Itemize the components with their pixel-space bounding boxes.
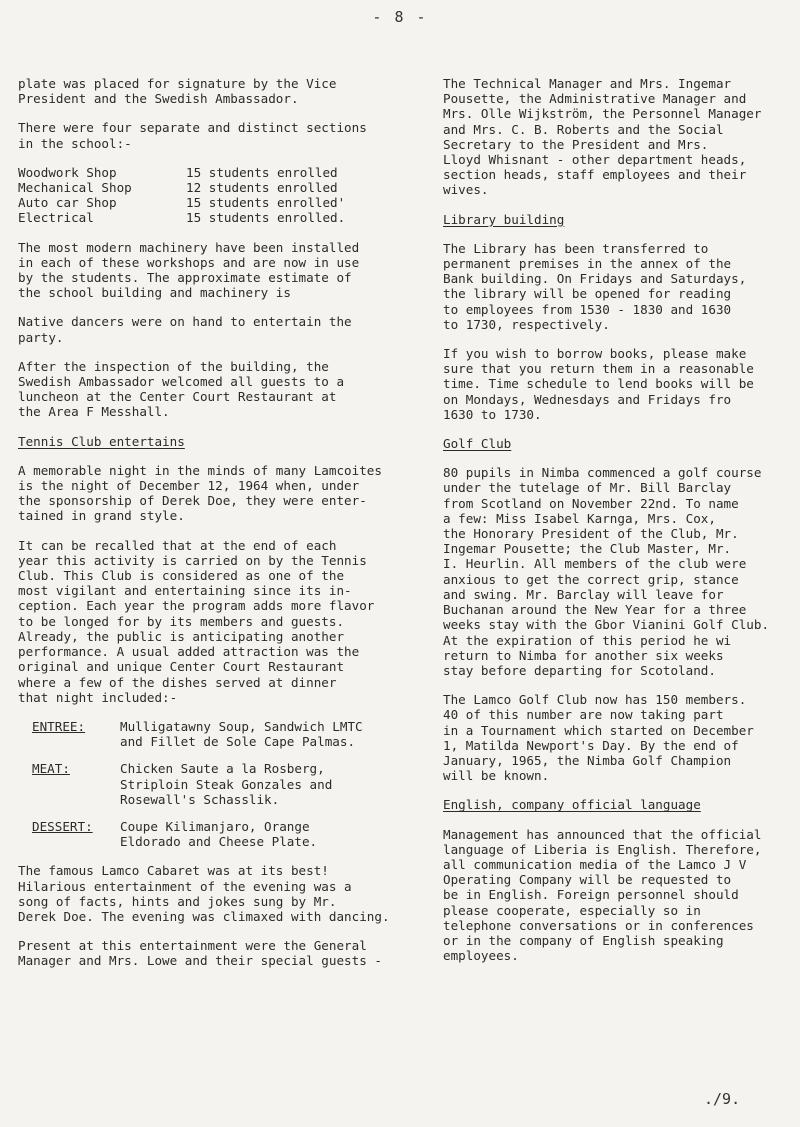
paragraph-cabaret: The famous Lamco Cabaret was at its best! Hilarious entertainment of the evening was a song of facts, hints and jokes sung by Mr. Derek Doe. The evening was climaxed with dancing. <box>18 863 390 924</box>
sections-list <box>18 165 414 226</box>
paragraph-tennis-2: It can be recalled that at the end of each year this activity is carried on by the Tennis Club. This Club is considered as one of the most vigilant and entertaining since its in- ception. Each year the program adds more flavor to be longed for by its members and guests. Already, the public is anticipating another performance. A usual added attraction was the original and unique Center Court Restaurant where a few of the dishes served at dinner that night included:- <box>18 537 375 705</box>
menu-value: Mulligatawny Soup, Sandwich LMTC and Fillet de Sole Cape Palmas. <box>120 718 363 750</box>
paragraph-english: Management has announced that the official language of Liberia is English. Therefore, all communication media of the Lamco J V Operating Company will be requested to be in English. Foreign personnel should please cooperate, especially so in telephone conversations or in conferences or in the company of English speaking employees. <box>443 826 762 964</box>
section-name: Electrical <box>18 210 94 226</box>
menu-dessert <box>32 819 414 849</box>
paragraph-tennis-1: A memorable night in the minds of many Lamcoites is the night of December 12, 1964 when, under the sponsorship of Derek Doe, they were enter- tained in grand style. <box>18 462 382 524</box>
heading-tennis-club: Tennis Club entertains <box>18 433 185 449</box>
menu-value: Chicken Saute a la Rosberg, Striploin Steak Gonzales and Rosewall's Schasslik. <box>120 761 333 807</box>
heading-golf-club: Golf Club <box>443 436 512 452</box>
section-name: Auto car Shop <box>18 195 117 211</box>
menu-label: MEAT: <box>32 761 70 777</box>
section-name: Woodwork Shop <box>18 164 117 180</box>
section-count: 12 students enrolled <box>186 180 338 196</box>
menu-value: Coupe Kilimanjaro, Orange Eldorado and Cheese Plate. <box>120 818 318 850</box>
paragraph-library-2: If you wish to borrow books, please make sure that you return them in a reasonable time. Time schedule to lend books will be on Mondays, Wednesdays and Fridays fro 1630 to 1730. <box>443 346 754 422</box>
section-name: Mechanical Shop <box>18 180 132 196</box>
paragraph-present: Present at this entertainment were the General Manager and Mrs. Lowe and their special guests - <box>18 938 382 969</box>
section-count: 15 students enrolled <box>186 164 338 180</box>
next-page-marker: ./9. <box>704 1090 741 1108</box>
paragraph-intro: plate was placed for signature by the Vice President and the Swedish Ambassador. <box>18 76 337 107</box>
section-count: 15 students enrolled. <box>186 210 346 226</box>
menu-meat <box>32 761 414 807</box>
paragraph-sections: There were four separate and distinct sections in the school:- <box>18 120 367 151</box>
paragraph-machinery: The most modern machinery have been installed in each of these workshops and are now in use by the students. The approximate estimate of the school building and machinery is <box>18 239 360 301</box>
paragraph-inspection: After the inspection of the building, the Swedish Ambassador welcomed all guests to a luncheon at the Center Court Restaurant at the Area F Messhall. <box>18 358 345 420</box>
paragraph-guests: The Technical Manager and Mrs. Ingemar Pousette, the Administrative Manager and Mrs. Olle Wijkström, the Personnel Manager and Mrs. C. B. Roberts and the Social Secretary to the President and Mrs. Lloyd Whisnant - other department heads, section heads, staff employees and their wives. <box>443 76 762 198</box>
paragraph-golf-1: 80 pupils in Nimba commenced a golf course under the tutelage of Mr. Bill Barclay from Scotland on November 22nd. To name a few: Miss Isabel Karnga, Mrs. Cox, the Honorary President of the Club, Mr. Ingemar Pousette; the Club Master, Mr. I. Heurlin. All members of the club were anxious to get the correct grip, stance and swing. Mr. Barclay will leave for Buchanan around the New Year for a three weeks stay with the Gbor Vianini Golf Club. At the expiration of this period he wi return to Nimba for another six weeks stay before departing for Scotoland. <box>443 465 770 678</box>
right-column <box>443 76 793 977</box>
heading-library: Library building <box>443 211 565 227</box>
menu-label: DESSERT: <box>32 818 93 834</box>
paragraph-library-1: The Library has been transferred to permanent premises in the annex of the Bank building. On Fridays and Saturdays, the library will be opened for reading to employees from 1530 - 1830 and 1630 to 1730, respectively. <box>443 240 747 332</box>
menu-label: ENTREE: <box>32 718 86 734</box>
section-count: 15 students enrolled' <box>186 195 346 211</box>
paragraph-golf-2: The Lamco Golf Club now has 150 members. 40 of this number are now taking part in a Tournament which started on December 1, Matilda Newport's Day. By the end of January, 1965, the Nimba Golf Champion will be known. <box>443 692 754 784</box>
page-number: - 8 - <box>372 8 428 26</box>
left-column <box>18 76 414 983</box>
heading-english-language: English, company official language <box>443 797 701 813</box>
paragraph-dancers: Native dancers were on hand to entertain the party. <box>18 314 352 345</box>
menu-entree <box>32 719 414 749</box>
